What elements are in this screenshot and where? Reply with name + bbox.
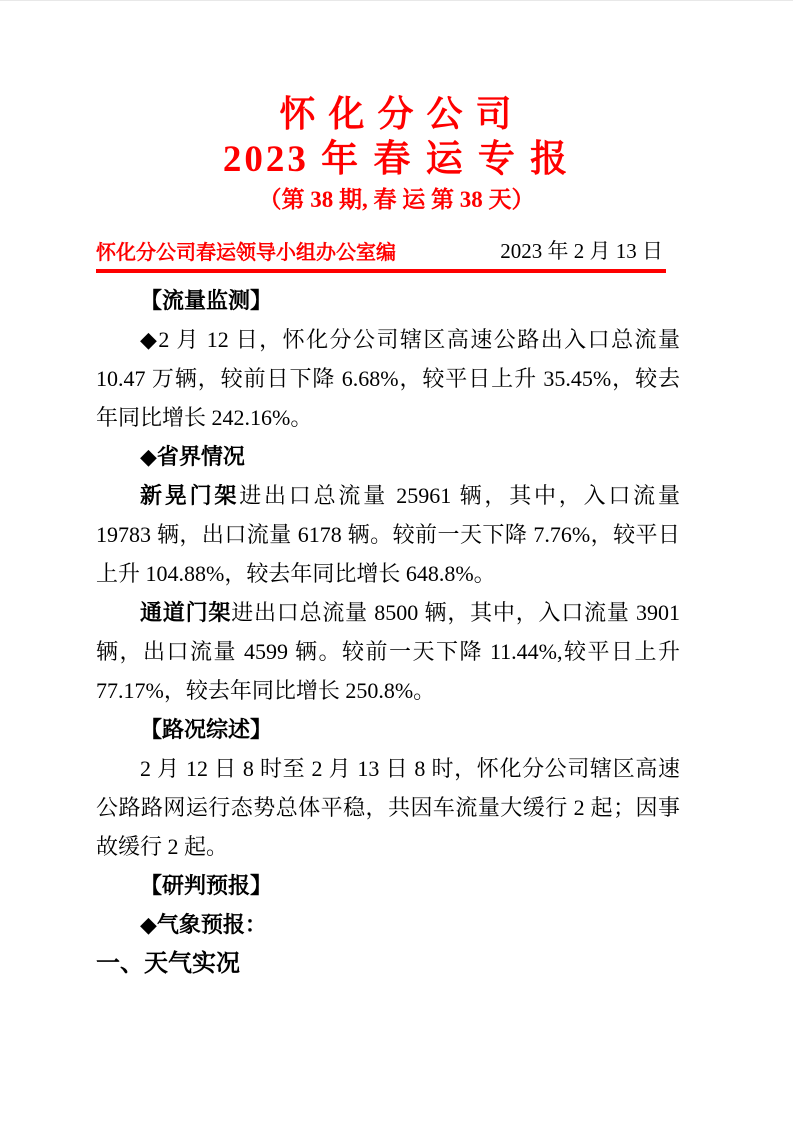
paragraph: 通道门架进出口总流量 8500 辆，其中，入口流量 3901 辆，出口流量 4599 辆。较前一天下降 11.44%,较平日上升 77.17%，较去年同比增长 250.8%。 bbox=[96, 600, 680, 703]
editor-date-row bbox=[0, 235, 793, 265]
header-divider-rule bbox=[96, 269, 666, 273]
doc-issue-subtitle: （第 38 期, 春 运 第 38 天） bbox=[258, 187, 535, 212]
editor-label: 怀化分公司春运领导小组办公室编 bbox=[96, 242, 396, 264]
paragraph-lead: 通道门架 bbox=[140, 600, 232, 625]
doc-title-report: 2023 年 春 运 专 报 bbox=[222, 139, 571, 180]
document-body bbox=[0, 281, 793, 983]
paragraph: 新晃门架进出口总流量 25961 辆，其中，入口流量 19783 辆，出口流量 6178 辆。较前一天下降 7.76%，较平日上升 104.88%，较去年同比增长 648.8%。 bbox=[96, 483, 680, 586]
subsection-header: ◆气象预报： bbox=[140, 912, 267, 937]
paragraph-lead: 新晃门架 bbox=[140, 483, 240, 508]
section-header: 【流量监测】 bbox=[140, 288, 273, 313]
paragraph: ◆2 月 12 日，怀化分公司辖区高速公路出入口总流量 10.47 万辆，较前日下降 6.68%，较平日上升 35.45%，较去年同比增长 242.16%。 bbox=[96, 327, 680, 430]
paragraph: 2 月 12 日 8 时至 2 月 13 日 8 时，怀化分公司辖区高速公路路网运行态势总体平稳，共因车流量大缓行 2 起；因事故缓行 2 起。 bbox=[96, 756, 680, 859]
doc-title-company: 怀 化 分 公 司 bbox=[279, 94, 514, 134]
document-header bbox=[0, 1, 793, 217]
section-header: 【研判预报】 bbox=[140, 873, 273, 898]
subsection-header: ◆省界情况 bbox=[140, 444, 245, 469]
report-date: 2023 年 2 月 13 日 bbox=[500, 239, 663, 263]
heading-1: 一、天气实况 bbox=[96, 950, 240, 977]
section-header: 【路况综述】 bbox=[140, 717, 273, 742]
